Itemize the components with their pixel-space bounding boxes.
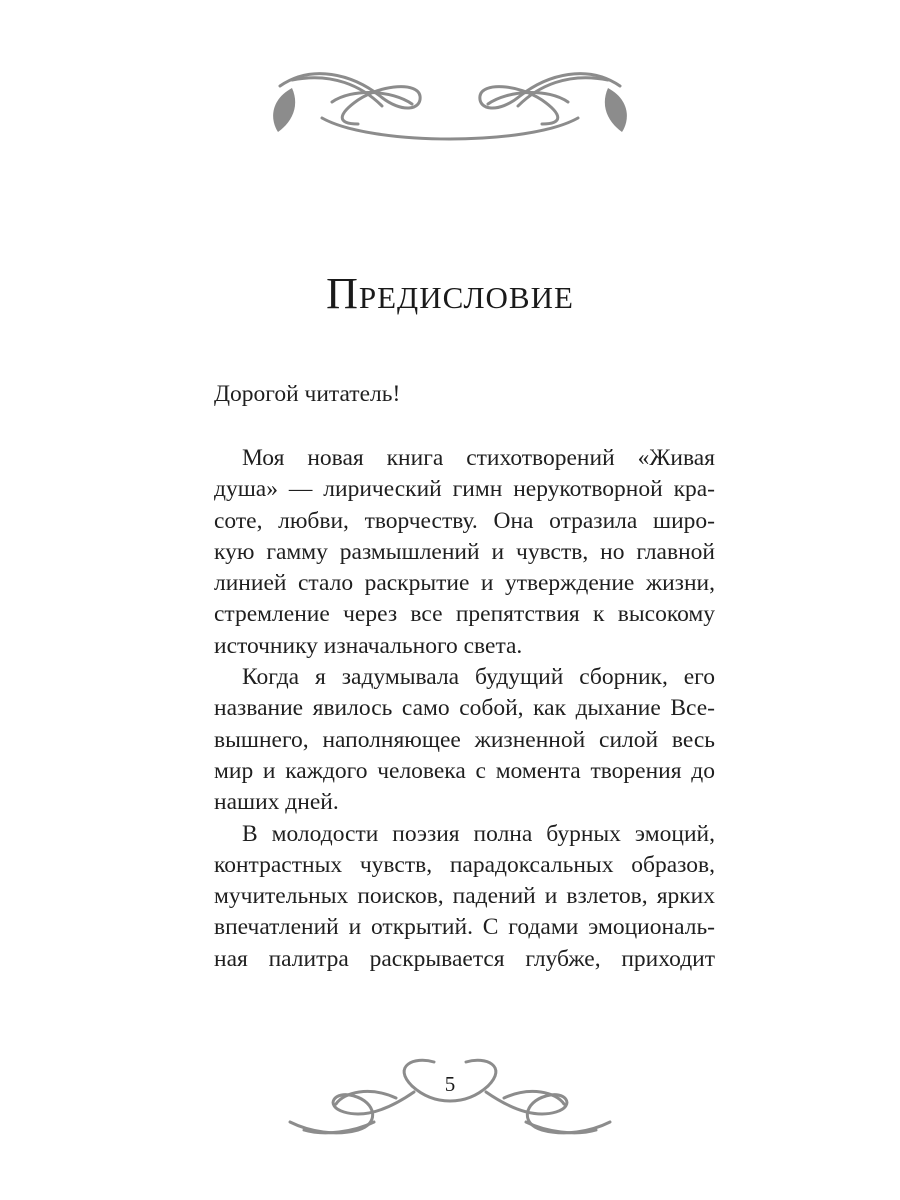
text-line: впечатлений и открытий. С годами эмоциональ- — [214, 914, 715, 941]
text-line: название явилось само собой, как дыхание Все- — [214, 695, 715, 722]
paragraph — [186, 443, 715, 662]
body-text — [186, 443, 715, 975]
text-line: наших дней. — [214, 789, 339, 816]
text-line: стремление через все препятствия к высокому — [214, 601, 715, 628]
text-line: Моя новая книга стихотворений «Живая — [242, 445, 715, 471]
top-ornament — [262, 66, 638, 144]
text-line: соте, любви, творчеству. Она отразила широ- — [214, 507, 715, 534]
text-line: В молодости поэзия полна бурных эмоций, — [242, 820, 715, 847]
greeting: Дорогой читатель! — [214, 381, 401, 407]
text-line: Когда я задумывала будущий сборник, его — [242, 664, 715, 691]
text-line: источнику изначального света. — [214, 632, 523, 659]
text-line: мучительных поисков, падений и взлетов, ярких — [214, 883, 715, 910]
text-line: линией стало раскрытие и утверждение жизни, — [214, 570, 715, 597]
text-line: контрастных чувств, парадоксальных образов, — [214, 851, 715, 878]
paragraph — [186, 819, 715, 975]
bottom-ornament — [284, 1052, 616, 1142]
page-number: 5 — [444, 1072, 456, 1096]
text-line: мир и каждого человека с момента творения до — [214, 757, 715, 784]
chapter-title: Предисловие — [326, 269, 574, 318]
text-line: душа» — лирический гимн нерукотворной кра- — [214, 476, 715, 503]
paragraph — [186, 662, 715, 818]
text-line: ная палитра раскрывается глубже, приходит — [214, 945, 715, 972]
text-line: вышнего, наполняющее жизненной силой весь — [214, 726, 715, 753]
text-line: кую гамму размышлений и чувств, но главной — [214, 538, 715, 565]
